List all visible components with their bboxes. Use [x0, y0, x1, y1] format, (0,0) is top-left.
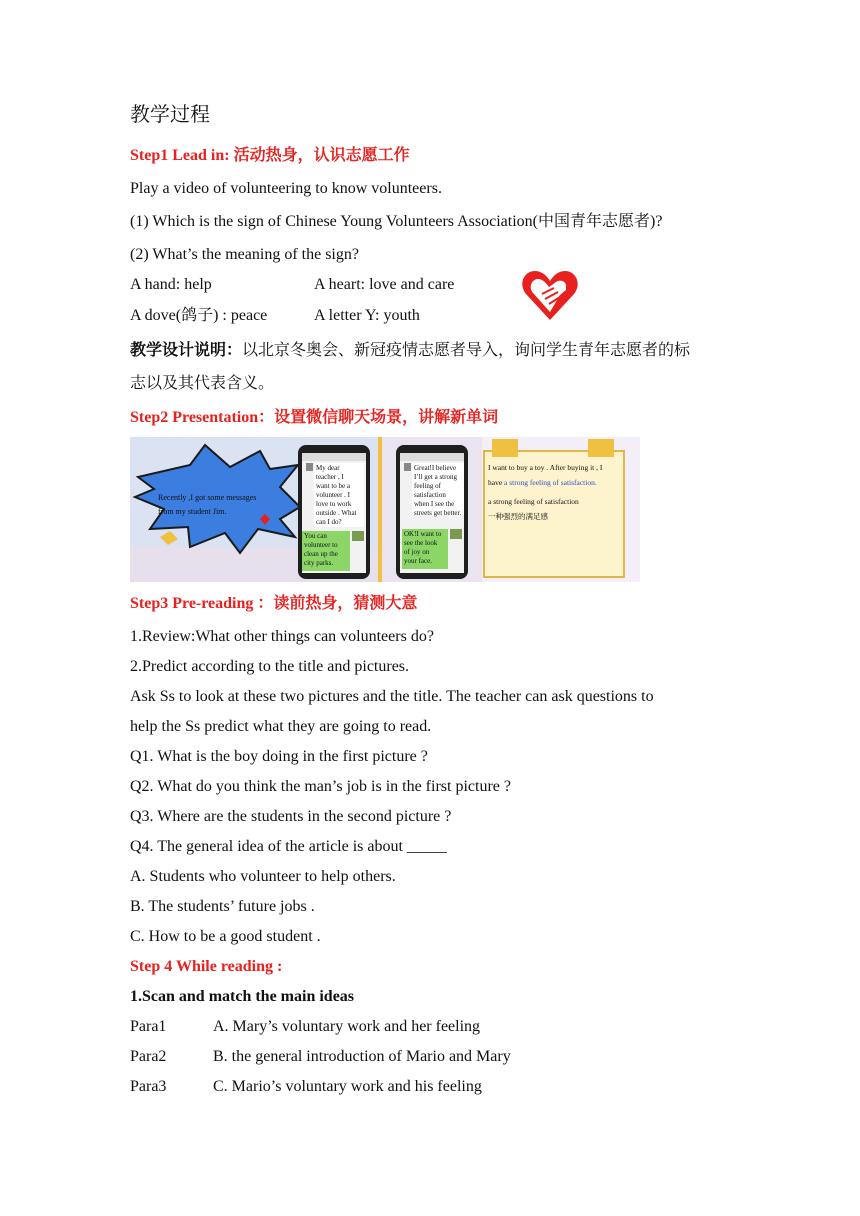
step3-line: 2.Predict according to the title and pictures.	[130, 658, 410, 675]
step1-question-1: (1) Which is the sign of Chinese Young Volunteers Association(中国青年志愿者)?	[130, 213, 663, 230]
step3-line: 1.Review:What other things can volunteers do?	[130, 628, 434, 645]
phone1-message: My dear teacher , I want to be a volunteer . I love to work outside . What can I do?	[316, 464, 357, 526]
design-note-text: 以北京冬奥会、新冠疫情志愿者导入，询问学生青年志愿者的标	[242, 342, 691, 359]
note-card-text: I want to buy a toy . After buying it , I have a strong feeling of satisfaction. a strong feeling of satisfaction 一种强烈的满足感	[488, 463, 603, 521]
meaning-letter-y: A letter Y: youth	[314, 307, 420, 324]
step3-line: Q3. Where are the students in the second picture ?	[130, 808, 452, 825]
design-note-label: 教学设计说明：	[130, 342, 243, 359]
step3-line: C. How to be a good student .	[130, 928, 321, 945]
step1-question-2: (2) What’s the meaning of the sign?	[130, 246, 359, 263]
meaning-dove: A dove(鸽子) : peace	[130, 307, 268, 324]
meaning-hand: A hand: help	[130, 276, 212, 293]
match-row: Para2 B. the general introduction of Mario and Mary	[130, 1048, 511, 1065]
match-row: Para1 A. Mary’s voluntary work and her feeling	[130, 1018, 481, 1035]
step1-title: Step1 Lead in: 活动热身，认识志愿工作	[130, 147, 410, 164]
phone1-reply: You can volunteer to clean up the city parks.	[304, 532, 338, 567]
design-note	[130, 341, 690, 361]
match-row: Para3 C. Mario’s voluntary work and his feeling	[130, 1078, 482, 1095]
step3-line: Q1. What is the boy doing in the first picture ?	[130, 748, 428, 765]
page-heading: 教学过程	[130, 104, 210, 126]
phone2-message: Great!I believe I’ll get a strong feeling of satisfaction when I see the streets get better.	[414, 464, 462, 517]
step1-intro: Play a video of volunteering to know volunteers.	[130, 180, 442, 197]
step3-line: help the Ss predict what they are going to read.	[130, 718, 432, 735]
step3-line: Q4. The general idea of the article is about _____	[130, 838, 447, 855]
step4-subtitle: 1.Scan and match the main ideas	[130, 988, 355, 1005]
step3-line: A. Students who volunteer to help others.	[130, 868, 396, 885]
step3-line: B. The students’ future jobs .	[130, 898, 315, 915]
slide1-text-1: Recently ,I got some messages	[158, 493, 257, 502]
step4-title: Step 4 While reading :	[130, 958, 283, 975]
volunteer-heart-hand-logo	[520, 268, 580, 324]
meaning-heart: A heart: love and care	[314, 276, 455, 293]
step3-line: Ask Ss to look at these two pictures and the title. The teacher can ask questions to	[130, 688, 654, 705]
step2-title: Step2 Presentation：设置微信聊天场景，讲解新单词	[130, 409, 499, 426]
step3-line: Q2. What do you think the man’s job is in the first picture ?	[130, 778, 511, 795]
design-note-continued: 志以及其代表含义。	[130, 375, 275, 392]
phone2-reply: OK!I want to see the look of joy on your face.	[404, 530, 442, 565]
slide1-text-2: from my student Jim.	[158, 507, 227, 516]
step3-title: Step3 Pre-reading ：读前热身，猜测大意	[130, 595, 418, 612]
presentation-slides-image	[130, 437, 640, 582]
